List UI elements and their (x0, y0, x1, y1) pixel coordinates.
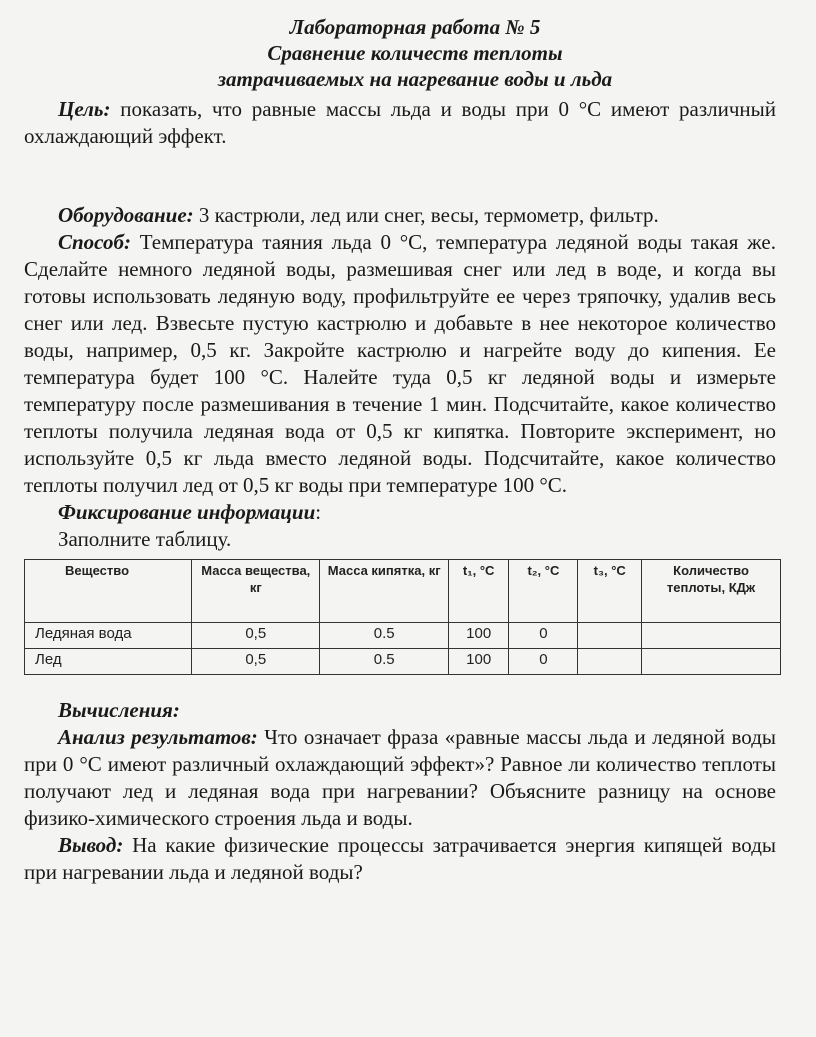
cell-boiling-water-mass: 0.5 (320, 623, 448, 649)
goal-label: Цель: (58, 97, 111, 121)
table-header-row (25, 560, 781, 623)
analysis-text: Что означает фраза «равные массы льда и ледяной воды при 0 °С имеют различный охлаждающий эффект»? Равное ли количество теплоты получают лед и ледяная вода при нагревании? Объясните разницу на основе физико-химического строения льда и воды. (24, 725, 776, 830)
header-boiling-water-mass: Масса кипятка, кг (320, 560, 448, 623)
cell-t3[interactable] (578, 649, 642, 675)
table-row (25, 649, 781, 675)
method-text: Температура таяния льда 0 °С, температура ледяной воды такая же. Сделайте немного ледяной воды, размешивая снег или лед в воде, и когда вы готовы использовать ледяную воду, профильтруйте ее через тряпочку, удалив весь снег или лед. Взвесьте пустую кастрюлю и добавьте в нее некоторое количество воды, например, 0,5 кг. Закройте кастрюлю и нагрейте воду до кипения. Ее температура будет 100 °С. Налейте туда 0,5 кг ледяной воды и измерьте температуру после размешивания в течение 1 мин. Подсчитайте, какое количество теплоты получила ледяная вода от 0,5 кг кипятка. Повторите эксперимент, но используйте 0,5 кг льда вместо ледяной воды. Подсчитайте, какое количество теплоты получил лед от 0,5 кг воды при температуре 100 °С. (24, 230, 776, 497)
header-substance: Вещество (25, 560, 192, 623)
results-table (24, 559, 781, 675)
fixation-heading (24, 499, 776, 526)
cell-substance-mass: 0,5 (192, 623, 320, 649)
header-heat-amount: Количество теплоты, КДж (642, 560, 781, 623)
goal-paragraph (24, 96, 776, 150)
title-line-1: Лабораторная работа № 5 (289, 15, 541, 39)
header-substance-mass: Масса вещества, кг (192, 560, 320, 623)
title-line-3: затрачиваемых на нагревание воды и льда (217, 67, 613, 91)
calculations-heading (24, 697, 776, 724)
header-t2: t₂, °С (509, 560, 578, 623)
method-label: Способ: (58, 230, 131, 254)
cell-heat-amount[interactable] (642, 623, 781, 649)
header-t1: t₁, °С (448, 560, 509, 623)
title-line-2: Сравнение количеств теплоты (267, 41, 563, 65)
cell-boiling-water-mass: 0.5 (320, 649, 448, 675)
equipment-label: Оборудование: (58, 203, 194, 227)
equipment-text: 3 кастрюли, лед или снег, весы, термометр, фильтр. (193, 203, 659, 227)
cell-t3[interactable] (578, 623, 642, 649)
cell-substance: Лед (25, 649, 192, 675)
cell-t2: 0 (509, 623, 578, 649)
header-t3: t₃, °С (578, 560, 642, 623)
conclusion-text: На какие физические процессы затрачивается энергия кипящей воды при нагревании льда и ледяной воды? (24, 833, 776, 884)
cell-t2: 0 (509, 649, 578, 675)
cell-heat-amount[interactable] (642, 649, 781, 675)
table-row (25, 623, 781, 649)
conclusion-label: Вывод: (58, 833, 124, 857)
equipment-paragraph (24, 202, 776, 229)
cell-t1: 100 (448, 623, 509, 649)
fixation-label: Фиксирование информации (58, 500, 316, 524)
conclusion-paragraph (24, 832, 776, 886)
fill-table-instruction: Заполните таблицу. (58, 527, 232, 551)
cell-substance: Ледяная вода (25, 623, 192, 649)
cell-t1: 100 (448, 649, 509, 675)
cell-substance-mass: 0,5 (192, 649, 320, 675)
analysis-paragraph (24, 724, 776, 832)
method-paragraph (24, 229, 776, 499)
calculations-label: Вычисления: (58, 698, 180, 722)
analysis-label: Анализ результатов: (58, 725, 258, 749)
goal-text: показать, что равные массы льда и воды при 0 °С имеют различный охлаждающий эффект. (24, 97, 776, 148)
fixation-colon: : (315, 500, 322, 524)
